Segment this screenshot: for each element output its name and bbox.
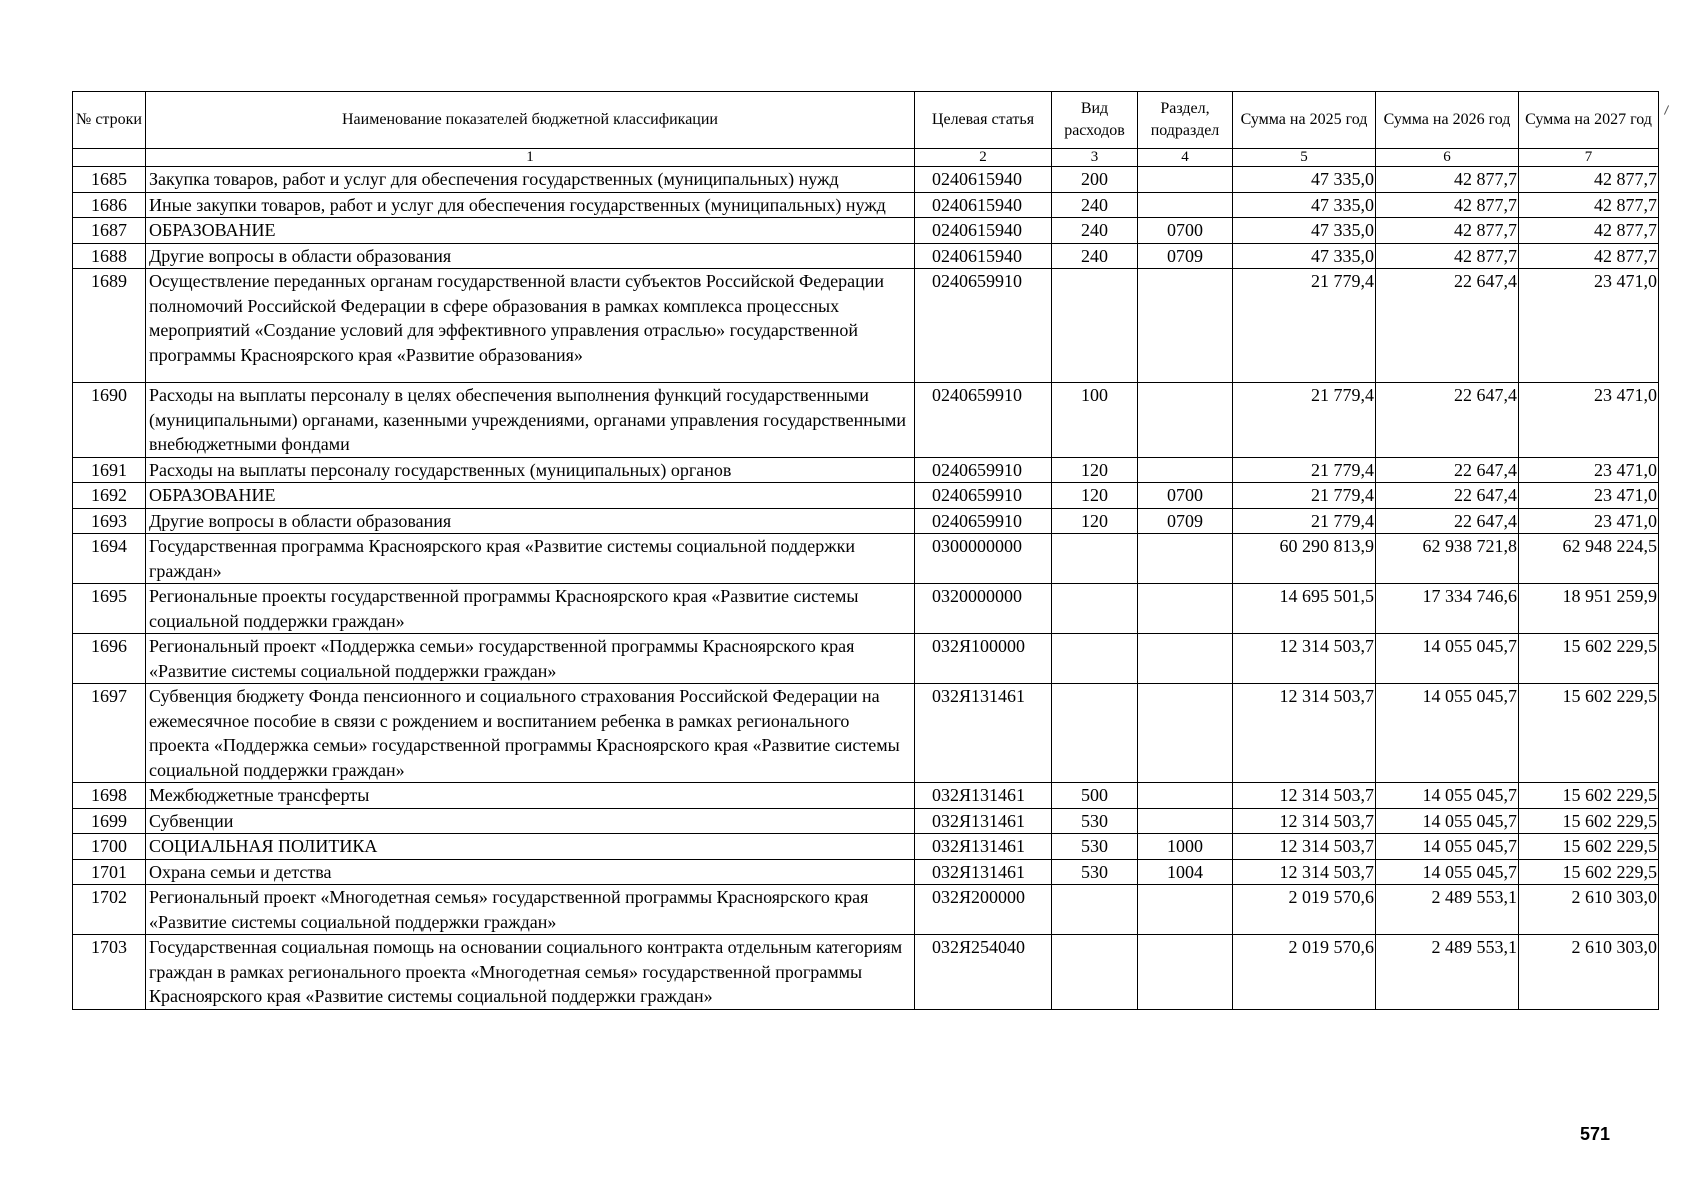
row-kind-cell: 240 bbox=[1052, 243, 1138, 269]
row-number-cell: 1699 bbox=[73, 808, 146, 834]
column-number-cell: 2 bbox=[915, 149, 1052, 167]
row-section-cell bbox=[1138, 584, 1233, 634]
row-number-cell: 1697 bbox=[73, 684, 146, 783]
row-sum-2026-cell: 22 647,4 bbox=[1376, 483, 1519, 509]
table-row bbox=[73, 808, 1659, 834]
row-sum-2027-cell: 62 948 224,5 bbox=[1519, 534, 1659, 584]
row-target-cell: 032Я131461 bbox=[915, 834, 1052, 860]
table-row bbox=[73, 859, 1659, 885]
row-target-cell: 0240615940 bbox=[915, 167, 1052, 193]
row-sum-2026-cell: 14 055 045,7 bbox=[1376, 859, 1519, 885]
row-sum-2027-cell: 23 471,0 bbox=[1519, 508, 1659, 534]
table-row bbox=[73, 534, 1659, 584]
row-sum-2026-cell: 62 938 721,8 bbox=[1376, 534, 1519, 584]
row-name-cell: Субвенции bbox=[146, 808, 915, 834]
row-kind-cell: 120 bbox=[1052, 508, 1138, 534]
row-kind-cell: 200 bbox=[1052, 167, 1138, 193]
row-sum-2025-cell: 47 335,0 bbox=[1233, 218, 1376, 244]
row-name-cell: Расходы на выплаты персоналу государственных (муниципальных) органов bbox=[146, 457, 915, 483]
row-sum-2027-cell: 23 471,0 bbox=[1519, 269, 1659, 383]
row-number-cell: 1689 bbox=[73, 269, 146, 383]
row-target-cell: 032Я131461 bbox=[915, 859, 1052, 885]
row-number-cell: 1694 bbox=[73, 534, 146, 584]
row-sum-2025-cell: 12 314 503,7 bbox=[1233, 834, 1376, 860]
row-name-cell: Осуществление переданных органам государственной власти субъектов Российской Федерации полномочий Российской Федерации в сфере образования в рамках комплекса процессных мероприятий «Создание условий для эффективного управления отраслью» государственной программы Красноярского края «Развитие образования» bbox=[146, 269, 915, 383]
row-target-cell: 032Я131461 bbox=[915, 783, 1052, 809]
column-number-cell: 5 bbox=[1233, 149, 1376, 167]
row-kind-cell bbox=[1052, 935, 1138, 1010]
row-sum-2026-cell: 2 489 553,1 bbox=[1376, 885, 1519, 935]
row-sum-2026-cell: 14 055 045,7 bbox=[1376, 684, 1519, 783]
row-number-cell: 1703 bbox=[73, 935, 146, 1010]
row-sum-2025-cell: 2 019 570,6 bbox=[1233, 885, 1376, 935]
row-kind-cell: 120 bbox=[1052, 483, 1138, 509]
header-row-number: № строки bbox=[73, 92, 146, 149]
row-section-cell: 1004 bbox=[1138, 859, 1233, 885]
row-target-cell: 0240615940 bbox=[915, 218, 1052, 244]
row-sum-2027-cell: 42 877,7 bbox=[1519, 218, 1659, 244]
row-sum-2026-cell: 22 647,4 bbox=[1376, 457, 1519, 483]
row-kind-cell bbox=[1052, 634, 1138, 684]
row-target-cell: 0240659910 bbox=[915, 483, 1052, 509]
row-number-cell: 1701 bbox=[73, 859, 146, 885]
header-section: Раздел, подраздел bbox=[1138, 92, 1233, 149]
row-number-cell: 1687 bbox=[73, 218, 146, 244]
budget-table-sheet bbox=[72, 91, 1658, 1010]
header-name: Наименование показателей бюджетной классификации bbox=[146, 92, 915, 149]
row-section-cell bbox=[1138, 457, 1233, 483]
row-sum-2025-cell: 21 779,4 bbox=[1233, 457, 1376, 483]
row-kind-cell bbox=[1052, 269, 1138, 383]
row-target-cell: 032Я200000 bbox=[915, 885, 1052, 935]
header-sum-2025: Сумма на 2025 год bbox=[1233, 92, 1376, 149]
row-sum-2025-cell: 2 019 570,6 bbox=[1233, 935, 1376, 1010]
row-target-cell: 032Я100000 bbox=[915, 634, 1052, 684]
table-row bbox=[73, 584, 1659, 634]
row-sum-2026-cell: 42 877,7 bbox=[1376, 218, 1519, 244]
row-target-cell: 0300000000 bbox=[915, 534, 1052, 584]
row-name-cell: ОБРАЗОВАНИЕ bbox=[146, 483, 915, 509]
row-target-cell: 032Я131461 bbox=[915, 808, 1052, 834]
row-name-cell: Государственная программа Красноярского края «Развитие системы социальной поддержки граждан» bbox=[146, 534, 915, 584]
row-section-cell: 0700 bbox=[1138, 483, 1233, 509]
table-row bbox=[73, 243, 1659, 269]
row-kind-cell bbox=[1052, 534, 1138, 584]
table-row bbox=[73, 508, 1659, 534]
row-number-cell: 1688 bbox=[73, 243, 146, 269]
row-sum-2026-cell: 42 877,7 bbox=[1376, 167, 1519, 193]
table-row bbox=[73, 269, 1659, 383]
row-name-cell: Другие вопросы в области образования bbox=[146, 243, 915, 269]
row-target-cell: 0320000000 bbox=[915, 584, 1052, 634]
row-number-cell: 1686 bbox=[73, 192, 146, 218]
row-section-cell: 0709 bbox=[1138, 243, 1233, 269]
row-target-cell: 0240659910 bbox=[915, 269, 1052, 383]
row-sum-2027-cell: 15 602 229,5 bbox=[1519, 783, 1659, 809]
row-kind-cell: 240 bbox=[1052, 192, 1138, 218]
row-section-cell bbox=[1138, 167, 1233, 193]
row-number-cell: 1702 bbox=[73, 885, 146, 935]
row-sum-2025-cell: 14 695 501,5 bbox=[1233, 584, 1376, 634]
row-sum-2025-cell: 12 314 503,7 bbox=[1233, 808, 1376, 834]
row-sum-2026-cell: 17 334 746,6 bbox=[1376, 584, 1519, 634]
table-row bbox=[73, 935, 1659, 1010]
row-sum-2025-cell: 12 314 503,7 bbox=[1233, 783, 1376, 809]
row-target-cell: 032Я131461 bbox=[915, 684, 1052, 783]
row-section-cell bbox=[1138, 808, 1233, 834]
row-name-cell: Субвенция бюджету Фонда пенсионного и социального страхования Российской Федерации на ежемесячное пособие в связи с рождением и воспитанием ребенка в рамках регионального проекта «Поддержка семьи» государственной программы Красноярского края «Развитие системы социальной поддержки граждан» bbox=[146, 684, 915, 783]
row-kind-cell bbox=[1052, 584, 1138, 634]
row-name-cell: Государственная социальная помощь на основании социального контракта отдельным категориям граждан в рамках регионального проекта «Многодетная семья» государственной программы Красноярского края «Развитие системы социальной поддержки граждан» bbox=[146, 935, 915, 1010]
page-number: 571 bbox=[1580, 1124, 1611, 1144]
row-number-cell: 1691 bbox=[73, 457, 146, 483]
row-sum-2025-cell: 12 314 503,7 bbox=[1233, 859, 1376, 885]
row-section-cell bbox=[1138, 383, 1233, 458]
column-number-cell: 4 bbox=[1138, 149, 1233, 167]
row-name-cell: Региональные проекты государственной программы Красноярского края «Развитие системы социальной поддержки граждан» bbox=[146, 584, 915, 634]
row-sum-2025-cell: 47 335,0 bbox=[1233, 167, 1376, 193]
budget-table bbox=[72, 91, 1659, 1010]
row-name-cell: Другие вопросы в области образования bbox=[146, 508, 915, 534]
row-sum-2027-cell: 2 610 303,0 bbox=[1519, 935, 1659, 1010]
row-number-cell: 1692 bbox=[73, 483, 146, 509]
row-section-cell bbox=[1138, 269, 1233, 383]
scan-mark bbox=[1664, 105, 1669, 114]
row-kind-cell: 120 bbox=[1052, 457, 1138, 483]
row-kind-cell: 530 bbox=[1052, 834, 1138, 860]
row-sum-2026-cell: 14 055 045,7 bbox=[1376, 834, 1519, 860]
row-number-cell: 1700 bbox=[73, 834, 146, 860]
row-section-cell: 0709 bbox=[1138, 508, 1233, 534]
table-row bbox=[73, 167, 1659, 193]
row-sum-2026-cell: 22 647,4 bbox=[1376, 383, 1519, 458]
column-number-cell: 3 bbox=[1052, 149, 1138, 167]
row-sum-2027-cell: 42 877,7 bbox=[1519, 192, 1659, 218]
row-sum-2026-cell: 22 647,4 bbox=[1376, 269, 1519, 383]
row-sum-2027-cell: 15 602 229,5 bbox=[1519, 684, 1659, 783]
table-row bbox=[73, 192, 1659, 218]
table-row bbox=[73, 783, 1659, 809]
row-number-cell: 1698 bbox=[73, 783, 146, 809]
row-sum-2027-cell: 18 951 259,9 bbox=[1519, 584, 1659, 634]
table-row bbox=[73, 457, 1659, 483]
row-kind-cell: 240 bbox=[1052, 218, 1138, 244]
row-section-cell bbox=[1138, 634, 1233, 684]
header-sum-2027: Сумма на 2027 год bbox=[1519, 92, 1659, 149]
row-number-cell: 1696 bbox=[73, 634, 146, 684]
row-sum-2026-cell: 42 877,7 bbox=[1376, 192, 1519, 218]
row-sum-2027-cell: 15 602 229,5 bbox=[1519, 634, 1659, 684]
row-name-cell: Региональный проект «Поддержка семьи» государственной программы Красноярского края «Развитие системы социальной поддержки граждан» bbox=[146, 634, 915, 684]
row-sum-2027-cell: 15 602 229,5 bbox=[1519, 834, 1659, 860]
row-sum-2027-cell: 15 602 229,5 bbox=[1519, 808, 1659, 834]
row-sum-2026-cell: 2 489 553,1 bbox=[1376, 935, 1519, 1010]
row-sum-2025-cell: 12 314 503,7 bbox=[1233, 634, 1376, 684]
row-sum-2025-cell: 21 779,4 bbox=[1233, 483, 1376, 509]
row-section-cell bbox=[1138, 935, 1233, 1010]
row-sum-2025-cell: 21 779,4 bbox=[1233, 383, 1376, 458]
table-row bbox=[73, 383, 1659, 458]
row-target-cell: 032Я254040 bbox=[915, 935, 1052, 1010]
table-row bbox=[73, 634, 1659, 684]
row-sum-2026-cell: 14 055 045,7 bbox=[1376, 634, 1519, 684]
row-section-cell bbox=[1138, 534, 1233, 584]
column-number-cell: 1 bbox=[146, 149, 915, 167]
row-sum-2027-cell: 2 610 303,0 bbox=[1519, 885, 1659, 935]
header-sum-2026: Сумма на 2026 год bbox=[1376, 92, 1519, 149]
row-name-cell: Межбюджетные трансферты bbox=[146, 783, 915, 809]
row-name-cell: Закупка товаров, работ и услуг для обеспечения государственных (муниципальных) нужд bbox=[146, 167, 915, 193]
row-sum-2025-cell: 60 290 813,9 bbox=[1233, 534, 1376, 584]
row-number-cell: 1695 bbox=[73, 584, 146, 634]
row-sum-2025-cell: 12 314 503,7 bbox=[1233, 684, 1376, 783]
table-row bbox=[73, 483, 1659, 509]
header-target-article: Целевая статья bbox=[915, 92, 1052, 149]
row-name-cell: СОЦИАЛЬНАЯ ПОЛИТИКА bbox=[146, 834, 915, 860]
row-target-cell: 0240659910 bbox=[915, 508, 1052, 534]
row-target-cell: 0240615940 bbox=[915, 192, 1052, 218]
table-row bbox=[73, 218, 1659, 244]
table-row bbox=[73, 885, 1659, 935]
row-sum-2026-cell: 22 647,4 bbox=[1376, 508, 1519, 534]
row-kind-cell: 500 bbox=[1052, 783, 1138, 809]
row-target-cell: 0240615940 bbox=[915, 243, 1052, 269]
row-target-cell: 0240659910 bbox=[915, 457, 1052, 483]
row-kind-cell bbox=[1052, 684, 1138, 783]
table-body bbox=[73, 167, 1659, 1010]
row-sum-2027-cell: 15 602 229,5 bbox=[1519, 859, 1659, 885]
row-sum-2025-cell: 47 335,0 bbox=[1233, 243, 1376, 269]
row-sum-2026-cell: 14 055 045,7 bbox=[1376, 783, 1519, 809]
row-kind-cell: 530 bbox=[1052, 859, 1138, 885]
row-number-cell: 1690 bbox=[73, 383, 146, 458]
row-name-cell: ОБРАЗОВАНИЕ bbox=[146, 218, 915, 244]
row-name-cell: Иные закупки товаров, работ и услуг для обеспечения государственных (муниципальных) нужд bbox=[146, 192, 915, 218]
row-sum-2025-cell: 47 335,0 bbox=[1233, 192, 1376, 218]
row-kind-cell: 530 bbox=[1052, 808, 1138, 834]
column-number-cell: 6 bbox=[1376, 149, 1519, 167]
row-target-cell: 0240659910 bbox=[915, 383, 1052, 458]
row-kind-cell bbox=[1052, 885, 1138, 935]
row-sum-2027-cell: 42 877,7 bbox=[1519, 243, 1659, 269]
row-section-cell: 1000 bbox=[1138, 834, 1233, 860]
row-section-cell bbox=[1138, 684, 1233, 783]
row-number-cell: 1693 bbox=[73, 508, 146, 534]
row-name-cell: Охрана семьи и детства bbox=[146, 859, 915, 885]
row-name-cell: Региональный проект «Многодетная семья» государственной программы Красноярского края «Развитие системы социальной поддержки граждан» bbox=[146, 885, 915, 935]
table-header bbox=[73, 92, 1659, 167]
row-sum-2027-cell: 23 471,0 bbox=[1519, 457, 1659, 483]
row-sum-2026-cell: 14 055 045,7 bbox=[1376, 808, 1519, 834]
row-name-cell: Расходы на выплаты персоналу в целях обеспечения выполнения функций государственными (муниципальными) органами, казенными учреждениями, органами управления государственными внебюджетными фондами bbox=[146, 383, 915, 458]
row-sum-2025-cell: 21 779,4 bbox=[1233, 508, 1376, 534]
table-row bbox=[73, 684, 1659, 783]
row-section-cell bbox=[1138, 192, 1233, 218]
row-section-cell: 0700 bbox=[1138, 218, 1233, 244]
row-sum-2027-cell: 23 471,0 bbox=[1519, 383, 1659, 458]
row-section-cell bbox=[1138, 783, 1233, 809]
row-kind-cell: 100 bbox=[1052, 383, 1138, 458]
row-sum-2026-cell: 42 877,7 bbox=[1376, 243, 1519, 269]
table-row bbox=[73, 834, 1659, 860]
row-number-cell: 1685 bbox=[73, 167, 146, 193]
column-number-cell: 7 bbox=[1519, 149, 1659, 167]
column-number-cell bbox=[73, 149, 146, 167]
row-sum-2027-cell: 23 471,0 bbox=[1519, 483, 1659, 509]
row-sum-2027-cell: 42 877,7 bbox=[1519, 167, 1659, 193]
header-expense-kind: Вид расходов bbox=[1052, 92, 1138, 149]
row-sum-2025-cell: 21 779,4 bbox=[1233, 269, 1376, 383]
row-section-cell bbox=[1138, 885, 1233, 935]
column-number-row bbox=[73, 149, 1659, 167]
